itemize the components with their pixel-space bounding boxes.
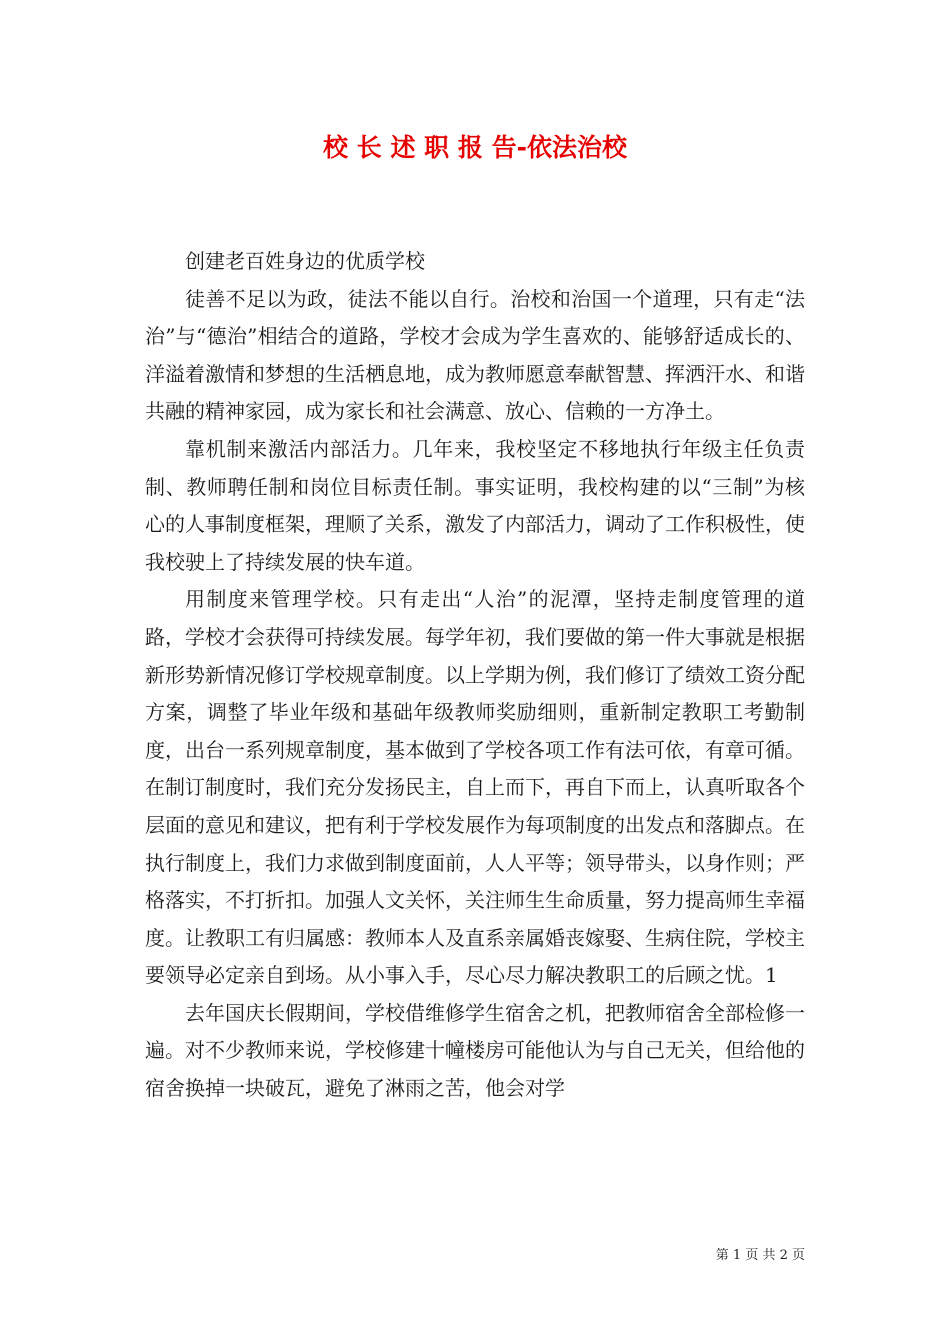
- paragraph: 徒善不足以为政，徒法不能以自行。治校和治国一个道理，只有走“法治”与“德治”相结合的道路，学校才会成为学生喜欢的、能够舒适成长的、洋溢着激情和梦想的生活栖息地，成为教师愿意奉献智慧、挥洒汗水、和谐共融的精神家园，成为家长和社会满意、放心、信赖的一方净土。: [145, 286, 805, 424]
- paragraph: 去年国庆长假期间，学校借维修学生宿舍之机，把教师宿舍全部检修一遍。对不少教师来说，学校修建十幢楼房可能他认为与自己无关，但给他的宿舍换掉一块破瓦，避免了淋雨之苦，他会对学: [145, 1000, 805, 1101]
- paragraph: 靠机制来激活内部活力。几年来，我校坚定不移地执行年级主任负责制、教师聘任制和岗位目标责任制。事实证明，我校构建的以“三制”为核心的人事制度框架，理顺了关系，激发了内部活力，调动了工作积极性，使我校驶上了持续发展的快车道。: [145, 436, 805, 574]
- paragraph-subtitle: 创建老百姓身边的优质学校: [185, 249, 425, 273]
- page-number: 第 1 页 共 2 页: [715, 1248, 805, 1263]
- paragraph: 用制度来管理学校。只有走出“人治”的泥潭，坚持走制度管理的道路，学校才会获得可持续发展。每学年初，我们要做的第一件大事就是根据新形势新情况修订学校规章制度。以上学期为例，我们修订了绩效工资分配方案，调整了毕业年级和基础年级教师奖励细则，重新制定教职工考勤制度，出台一系列规章制度，基本做到了学校各项工作有法可依，有章可循。在制订制度时，我们充分发扬民主，自上而下，再自下而上，认真听取各个层面的意见和建议，把有利于学校发展作为每项制度的出发点和落脚点。在执行制度上，我们力求做到制度面前，人人平等；领导带头，以身作则；严格落实，不打折扣。加强人文关怀，关注师生生命质量，努力提高师生幸福度。让教职工有归属感：教师本人及直系亲属婚丧嫁娶、生病住院，学校主要领导必定亲自到场。从小事入手，尽心尽力解决教职工的后顾之忧。1: [145, 587, 805, 988]
- document-body: [145, 243, 805, 1108]
- page-title: 校 长 述 职 报 告-依法治校: [323, 133, 627, 162]
